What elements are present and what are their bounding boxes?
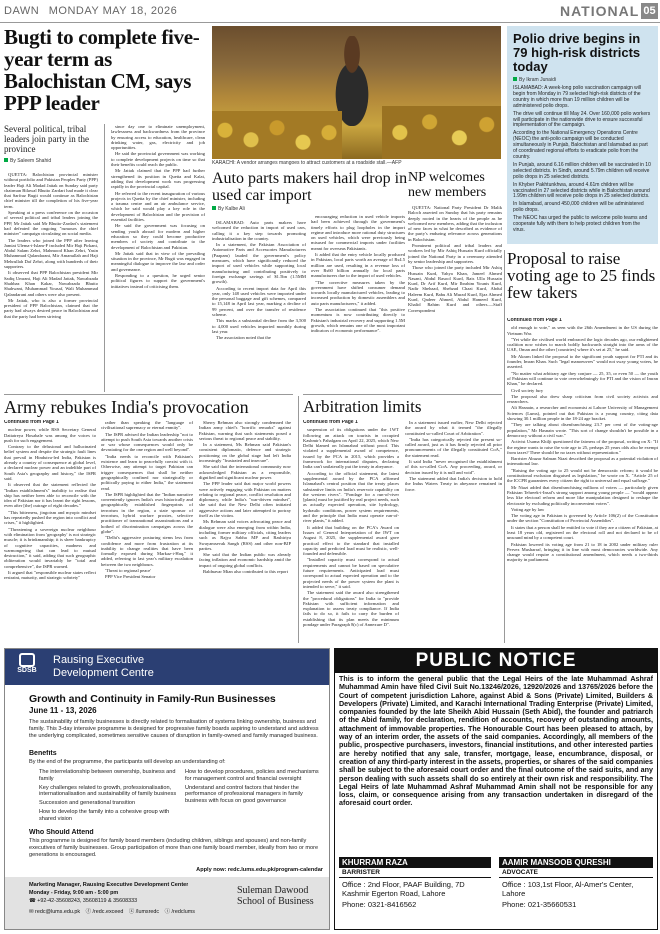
paragraph: Civil society fury (511, 387, 544, 393)
masthead-rule (0, 22, 660, 23)
benefit-item: • Succession and generational transition (39, 800, 179, 807)
bugti-headline: Bugti to complete five-year term as Balochistan CM, says PPP leader (4, 26, 200, 115)
sdsb-ad (4, 648, 330, 930)
army-top-rule (4, 394, 293, 395)
paragraph: Barrister Abuzar Salman Niazi described the proposal as a potential violation of international law. (507, 456, 658, 467)
paragraph: It states that a person shall be entitled to vote if they are a citizen of Pakistan, at least 18 years old, registered on the electoral roll and not declared to be of unsound mind by a competent court. (507, 524, 658, 541)
proposal-headline: Proposal to raise voting age to 25 finds few takers (507, 250, 656, 302)
auto-story-header (212, 170, 408, 214)
arbitration-column-2 (405, 420, 502, 643)
sdsb-benefits-right (185, 769, 321, 807)
paragraph: The statement added that India's decision to hold the Indus Waters Treaty in abeyance remained in force. (405, 475, 502, 492)
bugti-column-divider (104, 124, 105, 392)
section-name: NATIONAL (560, 3, 640, 19)
paragraph: The proposal also drew sharp criticism from civil society activists and researchers. (507, 393, 658, 405)
bugti-column-2 (111, 124, 205, 392)
sdsb-org-line-1: Rausing Executive (53, 654, 145, 666)
arbitration-divider (298, 396, 299, 643)
arbitration-column-1 (303, 420, 399, 643)
benefit-item: • Understand and control factors that hinder the performance of professional managers in family business with focus on good governance (185, 785, 321, 805)
paragraph: 'Threat to regional peace' (105, 568, 152, 574)
photo-caption: KARACHI: A vendor arranges mangoes to attract customers at a roadside stall.—AFP (212, 160, 402, 166)
paragraph: nuclear power, while RSS Secretary General Dattatreya Hosabale was among the voices to push for such engagement. (4, 427, 96, 443)
benefit-item: • The interrelationship between ownership, business and family (39, 769, 179, 783)
proposal-story (507, 250, 658, 316)
paragraph: The NEOC has urged the public to welcome polio teams and cooperate fully with them to help protect children from the virus. (513, 215, 648, 233)
auto-byline-text: By Kalbe Ali (218, 206, 245, 212)
benefit-item: • How to develop procedures, policies and mechanisms for management control and financial oversight (185, 769, 321, 783)
arbitration-continued: Continued from Page 1 (303, 420, 358, 425)
paragraph: ISLAMABAD: A week-long polio vaccination campaign will begin from Monday in 79 selected high-risk districts of the country in which more than 19 million children will be administered polio drops. (513, 85, 642, 109)
paragraph: It said India "never recognised the establishment of this so-called CoA. Any proceeding, award, or decision issued by it is null and void". (405, 459, 502, 475)
proposal-divider (504, 250, 505, 643)
lawyer-1-block (339, 857, 491, 927)
twitter-icon: ⓧ (128, 909, 135, 915)
proposal-text (507, 318, 658, 643)
paragraph: Pakistan lowered its voting age from 21 to 18 in 2002 under military ruler Pervez Musharraf, bringing it in line with most democracies worldwide. Any change would require a constitutional amendment, which needs a two-thirds majority in parliament. (507, 541, 658, 563)
facebook-icon: ⓕ (85, 909, 91, 915)
army-column-3 (199, 420, 291, 643)
sdsb-benefits-intro: By the end of the programme, the participants will develop an understanding of: (29, 759, 226, 765)
sdsb-facebook-link[interactable]: /redc.exceed (92, 909, 124, 915)
arbitration-story (303, 396, 502, 420)
paragraph: The leaders who joined the PPP after leaving Jamiat Ulema-i-Islam-F included Mir Haji Pirkani, Abdul Salam Zehri, Mahmood Khan Zehri, Yasin Muhammad Qalandarani, Mir Amanullah and Haji Mehrullah Daf Zehri, along with hundreds of their supporters. (4, 237, 98, 270)
issue-date: MONDAY MAY 18, 2026 (48, 5, 178, 17)
public-notice (334, 648, 658, 930)
auto-column-1 (212, 220, 306, 390)
bugti-deck: Several political, tribal leaders join party in the province (4, 124, 89, 154)
polio-box (507, 26, 658, 244)
paragraph: "This bitterness, jingoism and myopic mindset has repeatedly pushed the region into conflict and crises," it highlighted. (4, 509, 96, 526)
sdsb-intro: The sustainability of family businesses is directly related to formalisation of systems linking ownership, business and family. This 3-day intensive programme is designed for progressive family boards aspiring to understand and address the underlying complicated, sometimes sensitive causes of disruption in family-owned and family managed business. (29, 719, 319, 739)
sdsb-phone-text: +92-42-35608243, 35608119 & 35608333 (37, 898, 138, 904)
sdsb-email-link[interactable]: redc@lums.edu.pk (35, 909, 81, 915)
paragraph: suspension of its obligations under the 1WT following an attack on tourists in occupied Kashmir's Pahalgam on April 22, 2025, which New Delhi blamed on Islamabad without proof. This violated a supplemental award of competence, issued by the PCA in 2015, which provides a framework for international disputes, declaring India can't unilaterally put the treaty in abeyance. (303, 427, 399, 470)
paragraph: Mr Niazi added that disenfranchising millions of voters — particularly given Pakistan Tehreek-i-Insaf's strong support among young people — "would appear less like electoral reform and more like manipulation designed to reshape the electorate by excluding politically inconvenient voters". (507, 484, 658, 506)
paragraph: The association continued that "this positive momentum is now contributing directly to Pakistan's industrial recovery and supporting 1.5M growth, which remains one of the most important indicators of economic performance". (311, 307, 405, 334)
paragraph: Mr Akram linked the proposal to the significant youth support for PTI and its founder, Imran Khan. Such "legal manoeuvres" would not sway young voters, he asserted. (507, 353, 658, 370)
bugti-column-1 (4, 172, 98, 392)
proposal-continued: Continued from Page 1 (507, 318, 562, 323)
paragraph: Speaking at a press conference on the occasion of several political and tribal leaders joining the PPP, Mr Jattak said Mr Bhutto-Zardari's statement had defeated the ongoing "rumours the chief minister" campaign circulating on social media. (4, 210, 98, 237)
lawyer-2-phone: Phone: 021-35660531 (502, 900, 577, 909)
paragraph: QUETTA: National Party President Dr Malik Baloch asserted on Sunday that his party remains deeply rooted in the hearts of the people as he welcomed new members, adding that the inclusion of new faces in what he described as evidence of the party's enduring relevance across generations in Balochistan. (408, 205, 502, 242)
sdsb-org-name (53, 654, 154, 680)
sdsb-linkedin-link[interactable]: /redclums (171, 909, 195, 915)
linkedin-icon: ⓘ (164, 909, 171, 915)
paragraph: Mr Jattak said that in view of the prevailing situation in the province, Mr Bugti was engaged in meaningful dialogue to improve the law and order and governance. (111, 250, 205, 272)
paragraph: It observed that PPP Balochistan president Mir Sadiq Umrani, Haji Ali Madad Jattak, Nawabzada Shahbaz Khan Kakar, Nawabzada Bhutto Shahwani, Muhammad Yousaf, Wali Muhammad Qalandarani and others were also present. (4, 270, 98, 297)
paragraph: In Punjab, around 6.16 million children will be vaccinated in 10 selected districts. In Sindh, around 5.79m children will receive polio drops in 25 selected districts. (513, 161, 651, 180)
paragraph: Ms Rehman said voices advocating peace and dialogue were also emerging from within India, including former military officials, citing leaders such as Rajya Sabha MP and Rashtriya Swayamsevak Sangh (RSS) and other non-BJP parties. (199, 519, 291, 551)
paragraph: He referred to the recent inauguration of various projects in Quetta by the chief minister, including a trauma centre and an air ambulance service, which he said would play a key role in the development of Balochistan and the provision of essential facilities. (111, 190, 205, 223)
sdsb-benefits-title: Benefits (29, 750, 57, 757)
army-continued: Continued from Page 1 (4, 420, 59, 425)
sdsb-footer-links (29, 907, 195, 915)
paragraph: "The corrective measures taken by the government have shifted consumer demand towards locally manufactured vehicles, leading to increased production by domestic assemblers and auto parts manufacturers," it added. (311, 279, 405, 306)
paragraph: old enough to vote," as seen with the 26th Amendment in the US during the Vietnam War. (507, 325, 658, 336)
auto-headline: Auto parts makers hail drop in used car import (212, 170, 408, 204)
paragraph: ISLAMABAD: Auto parts makers have welcomed the reduction in import of used cars, calling it a key step towards promoting industrialisation in the country. (212, 220, 306, 241)
page-number: 05 (641, 3, 658, 19)
mango-pile-right (382, 106, 501, 159)
paragraph: "India has categorically rejected the present so-called award, just as it has firmly rejected all prior pronouncements of the illegally constituted CoA," the statement read. (405, 436, 502, 458)
np-text (408, 205, 502, 390)
army-story (4, 396, 293, 420)
lawyer-1-name: KHURRAM RAZA (339, 857, 491, 868)
school-line-1: Suleman Dawood (237, 885, 309, 896)
benefit-item: • Key challenges related to growth, professionalisation, internationalisation and sustainability of family business (39, 785, 179, 799)
paragraph: It observed that the statement reflected the "Indian establishment's" inability to realise that ship has neither been able to reconcile with the idea of Pakistan nor it has learnt the right lessons, even after [the] outrage of eight decades." (4, 482, 96, 509)
lawyer-2-name: AAMIR MANSOOB QURESHI (499, 857, 653, 868)
sdsb-logo-text: SDSB (17, 667, 37, 674)
sdsb-who-text: This programme is designed for family board members (including children, siblings and spouses) and non-family executives of family businesses. Group participation of more than one family board member, ideally from two or more generations is encouraged. (29, 838, 319, 858)
polio-byline-text: By Ikram Junaidi (519, 77, 556, 83)
paragraph: Baldnavar Mian also contributed to this report (203, 569, 288, 575)
byline-marker (4, 158, 8, 162)
polio-headline: Polio drive begins in 79 high-risk districts today (513, 31, 641, 74)
paragraph: Mr Jattak, who is also a former provincial president of PPP Balochistan, claimed that the party had always desired peace in Balochistan and that the party had been striving (4, 297, 98, 319)
paragraph: Those who joined the party included Mir Ashiq Hussain Kurd, Yahya Khan, Jameel Ahmed Nasani, Abdul Rasool Kurd, Rais Ulla Hussain Kurd, Dr Arif Kurd, Mir Ibrahim Younis Kurd, Nadir Shehzad, Shehzad Chazi Kurd, Abdul Haleem Kurd, Babu Ali Murad Kurd, Ejaz Ahmed Kurd, Qadeer Ahmed, Abdul Hameed Kurd, Khalid Rahim Kurd and others.—Staff Correspondent (408, 265, 502, 313)
paragraph: Ali Hasnain, a researcher and economist at Lahore University of Management Sciences (Lums), pointed out that Pakistan is a young country, citing data showing 30.1 million people in the 18-24 age bracket. (507, 405, 658, 422)
arbitration-col1-paragraphs (303, 427, 399, 627)
paragraph: "Raising the voting age to 25 would not be democratic reform; it would be constitutional exclusion disguised as legislation," he wrote on X. "Article 25 of the ICCPR guarantees every citizen the right to universal and equal suffrage." (507, 467, 658, 484)
byline-marker (513, 77, 517, 81)
masthead-paper-date (4, 5, 177, 17)
paragraph: The ISPR advised the Indian leadership "not to attempt to push South Asia towards another crisis or war whose consequences would only be devastating for the one region and well beyond". (101, 431, 193, 453)
masthead (0, 0, 660, 22)
bugti-byline-text: By Saleem Shahid (10, 158, 52, 164)
paragraph: In a statement issued earlier, New Delhi rejected the award by what it termed "the illegally constituted so-called Court of Arbitration". (405, 420, 502, 436)
phone-icon: ☎ (29, 898, 38, 904)
sdsb-apply-link[interactable]: Apply now: redc.lums.edu.pk/program-calendar (196, 867, 323, 873)
paragraph: The ISPR highlighted that the "Indian narrative conveniently ignores India's own historically and geographically established fingerprints of terrorism in the region, a state sponsor of terrorism, hybrid warfare proxies, selective practitioner of transnational assassinations and a hotbed of discrimination campaigns across the globe". (101, 491, 193, 534)
lawyer-2-title: ADVOCATE (499, 868, 653, 878)
polio-text (507, 86, 658, 234)
paragraph: Prominent political and tribal leaders and workers led by Mir Ashiq Hussain Kurd officially joined the National Party in a ceremony attended by senior leadership and supporters. (408, 243, 502, 264)
paragraph: According to the official statement, the latest supplemental award by the PCA affirmed Islamabad's central position that the treaty places substantive limits on India's reservoir capability on the western rivers". "Pondage for a run-of-river [plants] must be justified by real project needs, such as actually expected operation, site hydrology, hydraulic conditions, power system requirements, and the principle that India must operate run-of-river plants," it added. (303, 470, 399, 524)
paragraph: The statement said the award also strengthened the "procedural obligations" for India to "provide Pakistan with sufficient information and explanation to assess treaty compliance. If India fails to do so, it fails to carry the burden of establishing that its plan meets the minimum pondage under Paragraph 8(c) of Annexure D". (303, 590, 399, 627)
paragraph: encouraging reduction in used vehicle imports had been achieved through the government's timely efforts to plug loopholes in the import regime and introduce more rational duty structures on used vehicles, which were previously being misused for commercial imports under facilities meant for overseas Pakistanis. (311, 214, 405, 251)
paragraph: Sherry Rehman also strongly condemned the Indian army chief's "horrific remarks" against Pakistan, warning that such statements posed a serious threat to regional peace and stability. (199, 420, 291, 441)
auto-byline (212, 206, 408, 212)
auto-column-2 (311, 214, 405, 390)
paragraph: He said the provincial government was working to complete development projects on time so that their benefits could reach the public. (111, 151, 205, 168)
sdsb-org-line-2: Development Centre (53, 667, 154, 679)
paragraph: It added that the entry vehicle locally produced in Pakistan, local parts worth an average of Rs4.5 million are used, resulting in a revenue loss of over Rs60 billion annually for local parts manufacturers due to the import of used vehicles. (311, 252, 405, 279)
paragraph: "India needs to reconcile with Pakistan's existence and learn to peacefully coexist with it. Otherwise, any attempt to target Pakistan can trigger consequences that shall be neither geographically confined nor strategically or politically paying to either India," the statement read. (101, 453, 193, 491)
paragraph: "Delhi's aggressive posturing stems less from confidence and more from frustration at its inability to change realities that have been formally exposed during Markaz-i-Haq," it added, referring to last year's military escalation between the two neighbours. (101, 535, 193, 567)
paragraph: Contrary to the delusional and hallucinated belief system and despite the strategic fault lines that prevail in Hindutva-led India, Pakistan is already a country of consequence at global level, a declared nuclear power and an indelible part of South Asia's geography and history," the ISPR said. (4, 444, 96, 481)
email-icon: ✉ (29, 909, 34, 915)
paragraph: In a statement, the Pakistan Association of Automotive Parts and Accessories Manufacturers (Paapam) lauded the government's policy measures, which have significantly reduced the import of used vehicles while supporting local manufacturing and contributing positively to foreign exchange savings of $1.5bn (1.5MM growth). (212, 242, 306, 285)
paragraph: since day one to eliminate unemployment, lawlessness and backwardness from the province by ensuring access to education, healthcare, clean drinking water, gas, electricity and job opportunities. (111, 124, 205, 151)
sdsb-footer-hours: Monday - Friday, 9:00 am - 5:00 pm (29, 890, 119, 896)
sdsb-footer (5, 877, 330, 930)
paragraph: "Installed capacity must correspond to actual requirements and cannot be based on speculative future requirements. Anticipated load must correspond to actual expected operation and to the projected needs of the power system the plant is intended to serve," it said. (303, 557, 399, 589)
army-headline: Army rebukes India's provocation (4, 397, 249, 417)
paragraph: "Threatening a sovereign nuclear neighbour with elimination from 'geography' is not strategic muscle; it is brinkmanship; it is sheer bankruptcy of cognitive capacities, madness and warmongering that can lead to mutual destruction," it said, adding that such geographic obliteration would invariably be "total and comprehensive", the ISPR warned. (4, 526, 96, 569)
paper-name: DAWN (4, 5, 40, 17)
paragraph: QUETTA: Balochistan provincial minister without portfolio and Pakistan Peoples Party (PPP) leader Haji Ali Madad Jattak on Sunday said party chairman Bilawal Bhutto Zardari had made it clear that Sarfraz Bugti would continue as Balochistan chief minister till the completion of his five-year term. (4, 172, 98, 209)
sdsb-school-name (237, 885, 314, 907)
army-column-1 (4, 420, 96, 643)
paragraph: Responding to a question, he urged senior political figures to support the government's initiatives instead of criticising them. (111, 273, 205, 289)
paragraph: In Khyber Pakhtunkhwa, around 4.61m children will be vaccinated in 27 selected districts while in Balochistan around 1.99m children will receive polio drops in 25 selected districts. (513, 181, 650, 200)
paragraph: According to the National Emergency Operations Centre (NEOC) the anti-polio campaign will be conducted simultaneously in Punjab, Balochistan and Islamabad as part of coordinated regional efforts to eradicate polio from the country. (513, 130, 648, 160)
paragraph: It argued that "responsible nuclear states reflect restraint, maturity, and strategic sobriety" (4, 570, 96, 581)
lawyer-2-block (499, 857, 653, 927)
mango-pile-left (212, 111, 342, 159)
school-line-2: School of Business (237, 896, 314, 907)
arbitration-headline: Arbitration limits (303, 397, 422, 416)
paragraph: The drive will continue till May 24. Over 160,000 polio workers will participate in the nationwide drive to ensure successful implementation of the campaign. (513, 110, 651, 129)
lawyer-1-office: Office : 2nd Floor, PAAF Building, 7D Kashmir Egerton Road, Lahore (342, 880, 465, 898)
sdsb-benefits-left (39, 769, 179, 825)
paragraph: In Islamabad, around 450,000 children will be administered polio drops. (513, 201, 644, 214)
benefit-item: • How to develop the family into a cohesive group with shared vision (39, 809, 179, 823)
sdsb-twitter-link[interactable]: /lumsredc (135, 909, 160, 915)
sdsb-header (5, 649, 330, 685)
paragraph: Activist Usama Khilji questioned the fairness of the proposal, writing on X: "If the regime wants to raise the vote age to 25, perhaps 25 years olds also be exempt from taxes? There should be no taxes without representation." (507, 439, 658, 455)
sdsb-logo (10, 653, 44, 681)
paragraph: Mr Jattak claimed that the PPP had further strengthened its position in Quetta and Kalat, adding that development work was progressing rapidly in the provincial capital. (111, 168, 205, 190)
paragraph: She said that the international community now acknowledged Pakistan as a responsible, dignified and significant nuclear power. (199, 464, 291, 480)
paragraph: The PPP leader said that major world powers were actively engaging with Pakistan on matters relating to regional peace, conflict resolution and diplomacy, while India's "war-driven mindset", she said that the New Delhi often initiated aggressive actions and later attempted to portray itself as the victim. (199, 481, 291, 519)
paragraph: He said the government was focusing on sending youth abroad for modern and higher education so they could become productive members of society and contribute to the development of Balochistan and Pakistan. (111, 223, 205, 250)
sdsb-logo-mark (19, 653, 35, 667)
sdsb-footer-title: Marketing Manager, Rausing Executive Development Center (29, 882, 189, 888)
army-column-2 (101, 420, 193, 643)
army-col1-paragraphs (4, 427, 96, 580)
lawyer-2-office: Office : 103,1st Floor, Al-Amer's Center, Lahore (502, 880, 634, 898)
paragraph: rather than speaking the "language of civilisational supremacy or eternal enmity". (101, 420, 193, 431)
paragraph: Voting age by law (511, 506, 545, 512)
arbitration-top-rule (303, 394, 502, 395)
np-headline: NP welcomes new members (408, 170, 487, 200)
lawyer-1-title: BARRISTER (339, 868, 491, 878)
notice-title: PUBLIC NOTICE (335, 649, 657, 673)
paragraph: The association noted that the (216, 335, 271, 341)
lawyer-1-phone: Phone: 0321-8416562 (342, 900, 417, 909)
sdsb-title: Growth and Continuity in Family-Run Businesses (29, 693, 276, 705)
paragraph: She said that the Indian public was already facing inflation and economic hardship amid the impact of ongoing global conflicts. (199, 552, 291, 568)
sdsb-who-title: Who Should Attend (29, 829, 94, 836)
paragraph: According to recent import data for April this year, only 148 used vehicles were imported under the personal baggage and gift schemes, compared to 15,148 in April last year, marking a decline of 99 percent, and over the transfer of residence scheme. (212, 285, 306, 318)
paragraph: PPP Vice President Senator (105, 574, 156, 580)
mango-photo (212, 26, 501, 159)
paragraph: "No matter what arbitrary age they conjure — 25, 35, or even 50 — the youth of Pakistan will continue to vote overwhelmingly for PTI and the vision of Imran Khan," he declared. (507, 370, 658, 387)
paragraph: The voting age in Pakistan is governed by Article 106(2) of the Constitution under the section "Constitution of Provincial Assemblies". (507, 513, 658, 524)
paragraph: It added that building on the PCA's Award on Issues of General Interpretation of the IWT on August 8, 2025, the supplemental award gave practical effect to the standard that installed capacity and predicted load must be realistic, well-founded and defensible. (303, 524, 399, 557)
paragraph: "Yet while the civilised world embraced the logic decades ago, our enlightened coalition now wishes to march boldly backwards straight into the arms of the UAE, Oman and the other [countries] where it's set at 25," he said. (507, 336, 658, 353)
sdsb-dates: June 11 - 13, 2026 (29, 706, 97, 715)
sdsb-footer-phone (29, 898, 137, 904)
proposal-paragraphs (507, 325, 658, 562)
byline-marker (212, 206, 216, 210)
paragraph: "They are talking about disenfranchising 23.7 per cent of the voting-age population," Mr Hasnain wrote. "This sort of change shouldn't be possible in a democracy without a civil war." (507, 422, 658, 438)
notice-text: This is to inform the general public that the Legal Heirs of the late Muhammad Ashraf Muhammad Amin have filed Civil Suit No.13246/2026, 12920/2026 and 13765/2026 before the Court of competent jurisdiction Lahore, against Abid & Sons (Private) Limited, Builders & Developers (Private) Limited, and Karachi International Trading Enterprise (Private) Limited, companies founded by the late Sheikh Abid Hussain (Seth Abid), the founder and patriarch of the Abid family, for declaration, rendition of accounts, recovery of outstanding amounts, attachment of immovable properties. The Honourable Court has been pleased to attach, by way of an interim order, the assets of the said companies. Accordingly, all members of the public, prospective purchasers, investors, financial institutions, and other interested parties are hereby notified that any sale, transfer, mortgage, lease, encumbrance, disposal, or creation of any third-party interest in the assets, properties, or shares of the said companies shall be subject to the aforesaid court order and the final outcome of the said suits, and any person dealing with such assets shall do so entirely at their own risk and responsibility. The Legal Heirs of late Muhammad Ashraf Muhammad Amin shall not be responsible for any loss, claim, or consequence arising from any transaction undertaken in disregard of the aforesaid court order. (339, 675, 653, 808)
paragraph: This marks a substantial decline from the 3,500 to 4,000 used vehicles imported monthly during last year. (212, 318, 306, 334)
paragraph: In a statement, Ms Rehman said Pakistan's consistent diplomatic, defence and strategic positioning on the global stage had left India increasingly "frustrated and insecure". (199, 442, 291, 464)
